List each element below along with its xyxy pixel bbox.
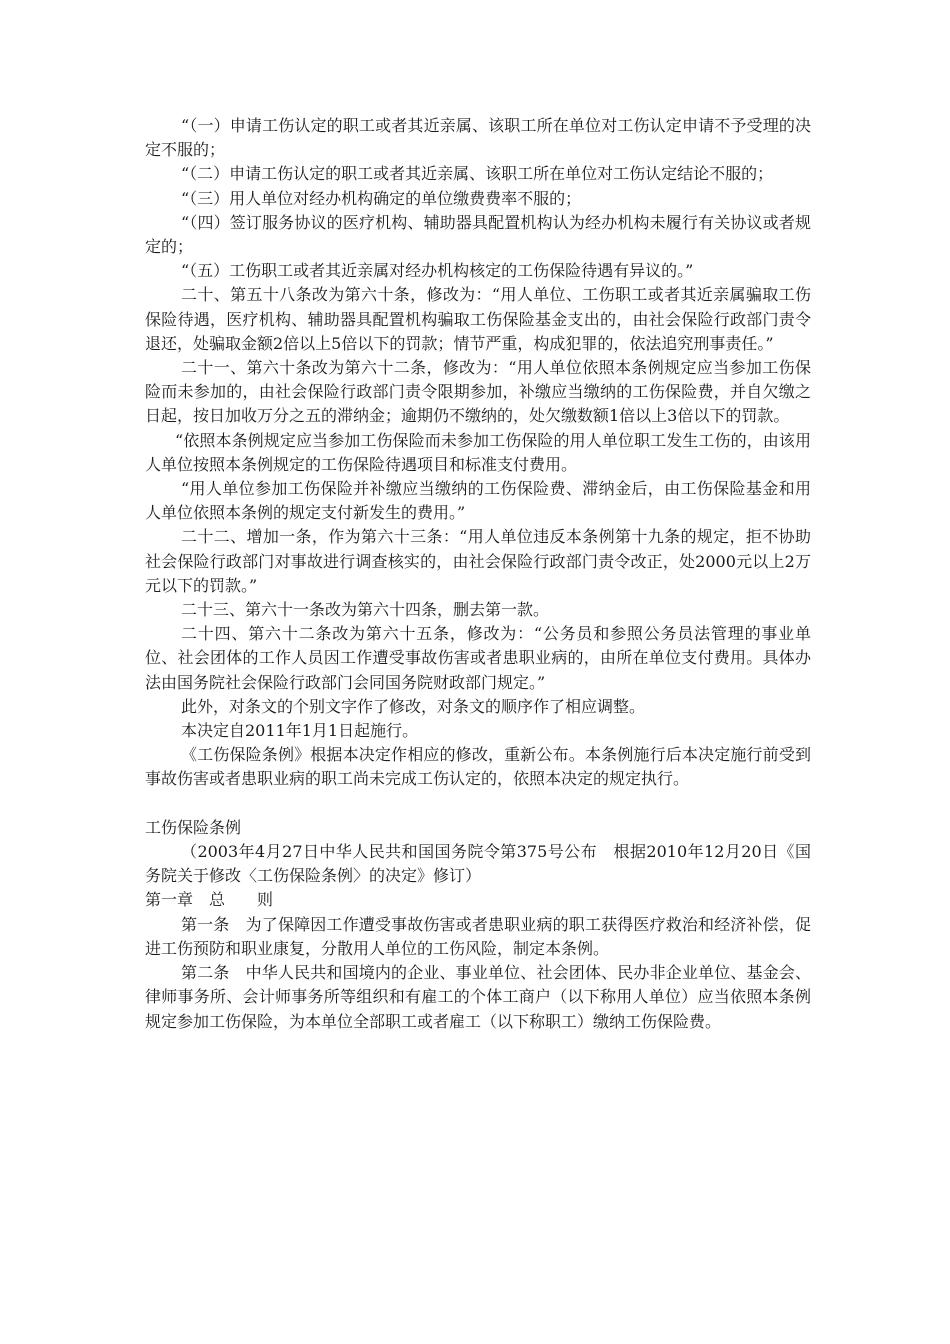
- paragraph-10: 二十二、增加一条，作为第六十三条：“用人单位违反本条例第十九条的规定，拒不协助社会保险行政部门对事故进行调查核实的，由社会保险行政部门责令改正，处2000元以上2万元以下的罚款。”: [145, 527, 811, 595]
- regulation-title: 工伤保险条例: [145, 817, 242, 837]
- blank-line: [145, 792, 811, 816]
- paragraph-15: 《工伤保险条例》根据本决定作相应的修改，重新公布。本条例施行后本决定施行前受到事故伤害或者患职业病的职工尚未完成工伤认定的，依照本决定的规定执行。: [145, 745, 811, 789]
- document-body: [145, 114, 811, 1034]
- paragraph-2: “（二）申请工伤认定的职工或者其近亲属、该职工所在单位对工伤认定结论不服的；: [181, 164, 774, 184]
- paragraph-7: 二十一、第六十条改为第六十二条，修改为：“用人单位依照本条例规定应当参加工伤保险而未参加的，由社会保险行政部门责令限期参加，补缴应当缴纳的工伤保险费，并自欠缴之日起，按日加收万分之五的滞纳金；逾期仍不缴纳的，处欠缴数额1倍以上3倍以下的罚款。: [145, 358, 811, 426]
- paragraph-6: 二十、第五十八条改为第六十条，修改为：“用人单位、工伤职工或者其近亲属骗取工伤保险待遇，医疗机构、辅助器具配置机构骗取工伤保险基金支出的，由社会保险行政部门责令退还，处骗取金额2倍以上5倍以下的罚款；情节严重，构成犯罪的，依法追究刑事责任。”: [145, 285, 811, 353]
- paragraph-14: 本决定自2011年1月1日起施行。: [181, 721, 419, 741]
- regulation-note: （2003年4月27日中华人民共和国国务院令第375号公布 根据2010年12月20日《国务院关于修改〈工伤保险条例〉的决定》修订）: [145, 842, 811, 886]
- paragraph-13: 此外，对条文的个别文字作了修改，对条文的顺序作了相应调整。: [181, 696, 646, 716]
- article-1: 第一条 为了保障因工作遭受事故伤害或者患职业病的职工获得医疗救治和经济补偿，促进工伤预防和职业康复，分散用人单位的工伤风险，制定本条例。: [145, 914, 811, 958]
- article-2: 第二条 中华人民共和国境内的企业、事业单位、社会团体、民办非企业单位、基金会、律师事务所、会计师事务所等组织和有雇工的个体工商户（以下称用人单位）应当依照本条例规定参加工伤保险，为本单位全部职工或者雇工（以下称职工）缴纳工伤保险费。: [145, 963, 811, 1031]
- paragraph-12: 二十四、第六十二条改为第六十五条，修改为：“公务员和参照公务员法管理的事业单位、社会团体的工作人员因工作遭受事故伤害或者患职业病的，由所在单位支付费用。具体办法由国务院社会保险行政部门会同国务院财政部门规定。”: [145, 624, 811, 692]
- paragraph-8: “依照本条例规定应当参加工伤保险而未参加工伤保险的用人单位职工发生工伤的，由该用人单位按照本条例规定的工伤保险待遇项目和标准支付费用。: [145, 430, 811, 474]
- paragraph-1: “（一）申请工伤认定的职工或者其近亲属、该职工所在单位对工伤认定申请不予受理的决定不服的；: [145, 116, 811, 160]
- paragraph-11: 二十三、第六十一条改为第六十四条，删去第一款。: [181, 600, 550, 620]
- paragraph-4: “（四）签订服务协议的医疗机构、辅助器具配置机构认为经办机构未履行有关协议或者规定的；: [145, 212, 811, 257]
- paragraph-9: “用人单位参加工伤保险并补缴应当缴纳的工伤保险费、滞纳金后，由工伤保险基金和用人单位依照本条例的规定支付新发生的费用。”: [145, 479, 811, 523]
- paragraph-3: “（三）用人单位对经办机构确定的单位缴费费率不服的；: [181, 188, 582, 208]
- paragraph-5: “（五）工伤职工或者其近亲属对经办机构核定的工伤保险待遇有异议的。”: [181, 261, 694, 281]
- chapter-title: 第一章 总 则: [145, 890, 274, 910]
